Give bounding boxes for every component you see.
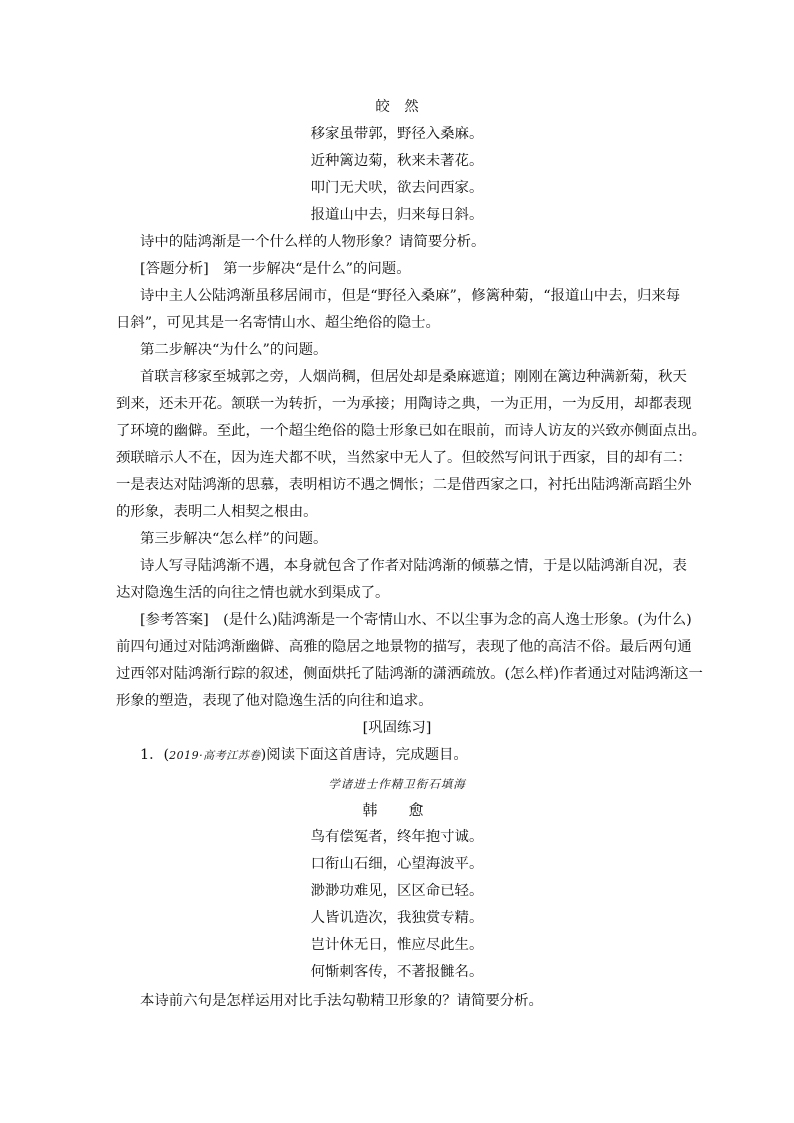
poem1-line-4: 报道山中去，归来每日斜。 <box>310 207 484 223</box>
analysis-step2-line-3: 了环境的幽僻。至此，一个超尘绝俗的隐士形象已如在眼前，而诗人访友的兴致亦侧面点出。 <box>116 423 707 439</box>
analysis-heading: [答题分析] 第一步解决“是什么”的问题。 <box>140 261 411 277</box>
poem2-line-3: 渺渺功难见，区区命已轻。 <box>310 883 484 899</box>
poem1-line-2: 近种篱边菊，秋来未著花。 <box>310 153 484 169</box>
practice-item-suffix: )阅读下面这首唐诗，完成题目。 <box>260 747 468 763</box>
question-2: 本诗前六句是怎样运用对比手法勾勒精卫形象的？请简要分析。 <box>140 993 543 1009</box>
poem2-line-2: 口衔山石细，心望海波平。 <box>310 856 484 872</box>
analysis-step1-line-1: 诗中主人公陆鸿渐虽移居闹市，但是“野径入桑麻”，修篱种菊，“报道山中去，归来每 <box>140 288 681 304</box>
analysis-step3-line-1: 诗人写寻陆鸿渐不遇，本身就包含了作者对陆鸿渐的倾慕之情，于是以陆鸿渐自况，表 <box>140 558 687 574</box>
analysis-step2-line-2: 到来，还未开花。颔联一为转折，一为承接；用陶诗之典，一为正用，一为反用，却都表现 <box>116 396 692 412</box>
analysis-step2-line-5: 一是表达对陆鸿渐的思慕，表明相访不遇之惆怅；二是借西家之口，衬托出陆鸿渐高蹈尘外 <box>116 477 692 493</box>
poem2-line-5: 岂计休无日，惟应尽此生。 <box>310 937 484 953</box>
poem2-title: 学诸进士作精卫衔石填海 <box>328 777 466 791</box>
analysis-step3-line-2: 达对隐逸生活的向往之情也就水到渠成了。 <box>116 585 390 601</box>
practice-item-prefix: 1．( <box>140 747 170 763</box>
analysis-step2-line-6: 的形象，表明二人相契之根由。 <box>116 504 318 520</box>
poem2-line-1: 鸟有偿冤者，终年抱寸诚。 <box>310 829 484 845</box>
analysis-step3-heading: 第三步解决“怎么样”的问题。 <box>140 531 328 547</box>
poem2-line-4: 人皆讥造次，我独赏专精。 <box>310 910 484 926</box>
analysis-step2-heading: 第二步解决“为什么”的问题。 <box>140 342 328 358</box>
poem2-line-6: 何惭刺客传，不著报雠名。 <box>310 964 484 980</box>
analysis-step2-line-1: 首联言移家至城郭之旁，人烟尚稠，但居处却是桑麻遮道；刚刚在篱边种满新菊，秋天 <box>140 369 687 385</box>
question-1: 诗中的陆鸿渐是一个什么样的人物形象？请简要分析。 <box>140 234 486 250</box>
practice-heading: [巩固练习] <box>362 720 432 736</box>
analysis-step2-line-4: 颈联暗示人不在，因为连犬都不吠，当然家中无人了。但皎然写问讯于西家，目的却有二： <box>116 450 692 466</box>
poem1-line-3: 叩门无犬吠，欲去问西家。 <box>310 180 484 196</box>
practice-item-source: 2019·高考江苏卷 <box>169 749 261 762</box>
answer-line-4: 形象的塑造，表现了他对隐逸生活的向往和追求。 <box>116 693 433 709</box>
practice-item-1 <box>140 745 660 766</box>
poem2-author: 韩 愈 <box>362 801 432 819</box>
poem1-author: 皎 然 <box>375 99 419 115</box>
analysis-step1-line-2: 日斜”，可见其是一名寄情山水、超尘绝俗的隐士。 <box>116 315 440 331</box>
poem1-line-1: 移家虽带郭，野径入桑麻。 <box>310 126 484 142</box>
answer-line-1: [参考答案] (是什么)陆鸿渐是一个寄情山水、不以尘事为念的高人逸士形象。(为什么) <box>140 612 692 628</box>
answer-line-2: 前四句通过对陆鸿渐幽僻、高雅的隐居之地景物的描写，表现了他的高洁不俗。最后两句通 <box>116 639 692 655</box>
answer-line-3: 过西邻对陆鸿渐行踪的叙述，侧面烘托了陆鸿渐的潇洒疏放。(怎么样)作者通过对陆鸿渐这一 <box>116 666 703 682</box>
